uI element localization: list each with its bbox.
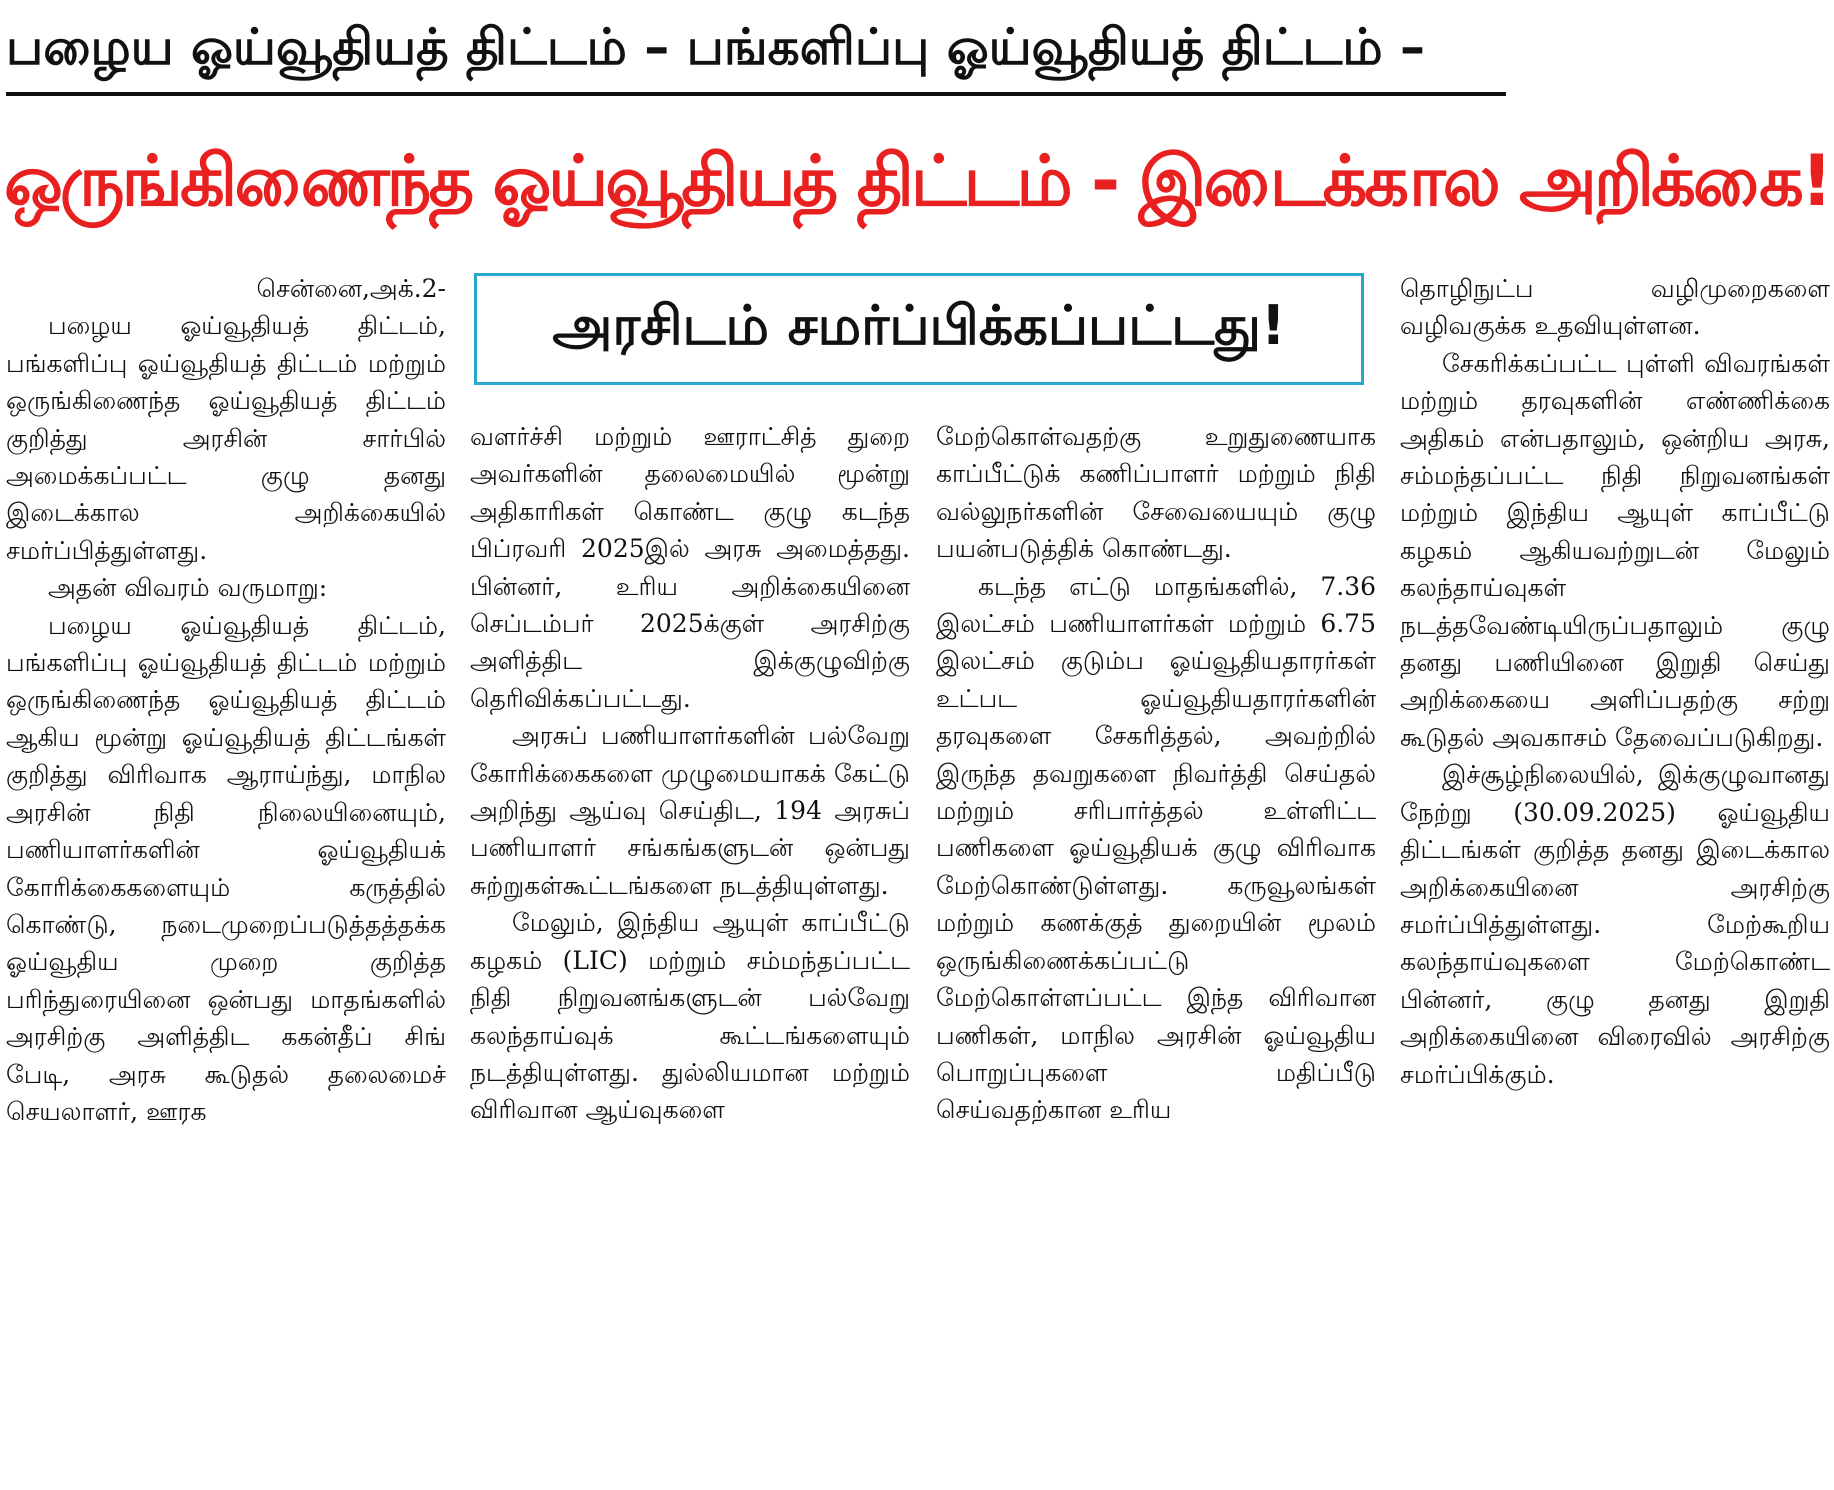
paragraph: தொழிநுட்ப வழிமுறைகளை வழிவகுக்க உதவியுள்ளன. [1400,274,1830,341]
paragraph: இச்சூழ்நிலையில், இக்குழுவானது நேற்று (30.09.2025) ஓய்வூதிய திட்டங்கள் குறித்த தனது இடைக்கால அறிக்கையினை அரசிற்கு சமர்ப்பித்துள்ளது. மேற்கூறிய கலந்தாய்வுகளை மேற்கொண்ட பின்னர், குழு தனது இறுதி அறிக்கையினை விரைவில் அரசிற்கு சமர்ப்பிக்கும். [1400,760,1830,1089]
article-column-4 [1400,270,1830,1485]
paragraph: மேலும், இந்திய ஆயுள் காப்பீட்டு கழகம் (LIC) மற்றும் சம்மந்தப்பட்ட நிதி நிறுவனங்களுடன் பல்வேறு கலந்தாய்வுக் கூட்டங்களையும் நடத்தியுள்ளது. துல்லியமான மற்றும் விரிவான ஆய்வுகளை [470,908,910,1125]
article-column-2 [470,418,910,1485]
paragraph: பழைய ஓய்வூதியத் திட்டம், பங்களிப்பு ஓய்வூதியத் திட்டம் மற்றும் ஒருங்கிணைந்த ஓய்வூதியத் திட்டம் குறித்து அரசின் சார்பில் அமைக்கப்பட்ட குழு தனது இடைக்கால அறிக்கையில் சமர்ப்பித்துள்ளது. [6,311,446,565]
paragraph: அதன் விவரம் வருமாறு: [48,573,328,603]
kicker-headline: பழைய ஓய்வூதியத் திட்டம் – பங்களிப்பு ஓய்வூதியத் திட்டம் – [6,8,1506,96]
subheadline: அரசிடம் சமர்ப்பிக்கப்பட்டது! [552,293,1286,357]
paragraph: வளர்ச்சி மற்றும் ஊராட்சித் துறை அவர்களின் தலைமையில் மூன்று அதிகாரிகள் கொண்ட குழு கடந்த பிப்ரவரி 2025இல் அரசு அமைத்தது. பின்னர், உரிய அறிக்கையினை செப்டம்பர் 2025க்குள் அரசிற்கு அளித்திட இக்குழுவிற்கு தெரிவிக்கப்பட்டது. [470,422,910,713]
paragraph: அரசுப் பணியாளர்களின் பல்வேறு கோரிக்கைகளை முழுமையாகக் கேட்டு அறிந்து ஆய்வு செய்திட, 194 அரசுப் பணியாளர் சங்கங்களுடன் ஒன்பது சுற்றுகள்கூட்டங்களை நடத்தியுள்ளது. [470,721,910,900]
dateline: சென்னை,அக்.2- [256,274,446,303]
article-column-1 [6,270,446,1485]
article-column-3 [936,418,1376,1485]
paragraph: சேகரிக்கப்பட்ட புள்ளி விவரங்கள் மற்றும் தரவுகளின் எண்ணிக்கை அதிகம் என்பதாலும், ஒன்றிய அரசு, சம்மந்தப்பட்ட நிதி நிறுவனங்கள் மற்றும் இந்திய ஆயுள் காப்பீட்டு கழகம் ஆகியவற்றுடன் மேலும் கலந்தாய்வுகள் நடத்தவேண்டியிருப்பதாலும் குழு தனது பணியினை இறுதி செய்து அறிக்கையை அளிப்பதற்கு சற்று கூடுதல் அவகாசம் தேவைப்படுகிறது. [1400,348,1830,752]
paragraph: கடந்த எட்டு மாதங்களில், 7.36 இலட்சம் பணியாளர்கள் மற்றும் 6.75 இலட்சம் குடும்ப ஓய்வூதியதாரர்கள் உட்பட ஓய்வூதியதாரர்களின் தரவுகளை சேகரித்தல், அவற்றில் இருந்த தவறுகளை நிவர்த்தி செய்தல் மற்றும் சரிபார்த்தல் உள்ளிட்ட பணிகளை ஓய்வூதியக் குழு விரிவாக மேற்கொண்டுள்ளது. கருவூலங்கள் மற்றும் கணக்குத் துறையின் மூலம் ஒருங்கிணைக்கப்பட்டு மேற்கொள்ளப்பட்ட இந்த விரிவான பணிகள், மாநில அரசின் ஓய்வூதிய பொறுப்புகளை மதிப்பீடு செய்வதற்கான உரிய [936,571,1376,1125]
paragraph: பழைய ஓய்வூதியத் திட்டம், பங்களிப்பு ஓய்வூதியத் திட்டம் மற்றும் ஒருங்கிணைந்த ஓய்வூதியத் திட்டம் ஆகிய மூன்று ஓய்வூதியத் திட்டங்கள் குறித்து விரிவாக ஆராய்ந்து, மாநில அரசின் நிதி நிலையினையும், பணியாளர்களின் ஓய்வூதியக் கோரிக்கைகளையும் கருத்தில் கொண்டு, நடைமுறைப்படுத்தத்தக்க ஓய்வூதிய முறை குறித்த பரிந்துரையினை ஒன்பது மாதங்களில் அரசிற்கு அளித்திட ககன்தீப் சிங் பேடி, அரசு கூடுதல் தலைமைச் செயலாளர், ஊரக [6,610,446,1126]
subheadline-box [474,273,1364,385]
paragraph: மேற்கொள்வதற்கு உறுதுணையாக காப்பீட்டுக் கணிப்பாளர் மற்றும் நிதி வல்லுநர்களின் சேவையையும் குழு பயன்படுத்திக் கொண்டது. [936,422,1376,564]
main-headline: ஒருங்கிணைந்த ஓய்வூதியத் திட்டம் - இடைக்கால அறிக்கை! [4,140,1830,222]
